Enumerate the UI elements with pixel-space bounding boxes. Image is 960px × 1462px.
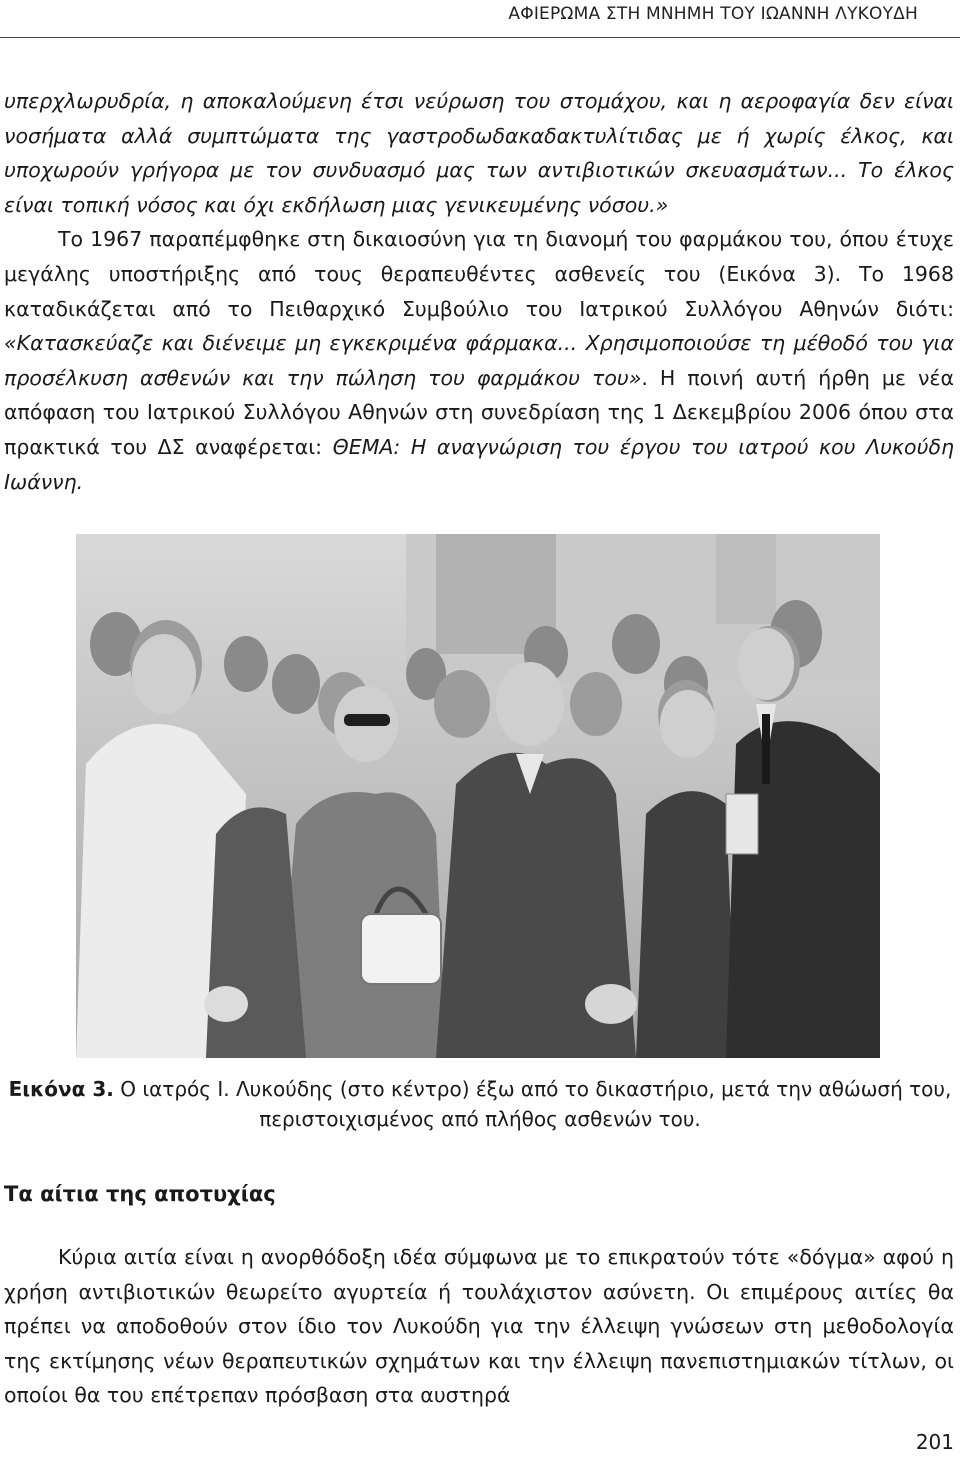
disciplinary-quote: «Κατασκεύαζε και διένειμε μη εγκεκριμένα φάρμακα... Χρησιμοποιούσε τη μέθοδό του για προσέλκυση ασθενών και την πώληση του φαρμάκου του» — [4, 331, 954, 390]
caption-line-2: περιστοιχισμένος από πλήθος ασθενών του. — [259, 1107, 701, 1131]
court-history-text-a: Το 1967 παραπέμφθηκε στη δικαιοσύνη για τη διανομή του φαρμάκου του, όπου έτυχε μεγάλης υποστήριξης από τους θεραπευθέντες ασθενείς του (Εικόνα 3). Το 1968 καταδικάζεται από το Πειθαρχικό Συμβούλιο του Ιατρικού Συλλόγου Αθηνών διότι: — [4, 227, 954, 321]
quote-continuation-paragraph — [4, 84, 954, 222]
caption-line-1: Ο ιατρός Ι. Λυκούδης (στο κέντρο) έξω από το δικαστήριο, μετά την αθώωσή του, — [113, 1077, 952, 1101]
quote-continuation: υπερχλωρυδρία, η αποκαλούμενη έτσι νεύρωση του στομάχου, και η αεροφαγία δεν είναι νοσήματα αλλά συμπτώματα της γαστροδωδακαδακτυλίτιδας με ή χωρίς έλκος, και υποχωρούν γρήγορα με τον συνδυασμό μας των αντιβιοτικών σκευασμάτων... Το έλκος είναι τοπική νόσος και όχι εκδήλωση μιας γενικευμένης νόσου.» — [4, 89, 954, 217]
group-photograph — [76, 534, 880, 1058]
group-photo-image — [76, 534, 880, 1058]
section-heading: Τα αίτια της αποτυχίας — [4, 1182, 276, 1206]
figure-caption — [4, 1074, 956, 1134]
figure-label: Εικόνα 3. — [8, 1077, 114, 1101]
main-text-bottom — [4, 1240, 954, 1413]
court-history-text-b: . Η ποινή αυτή ήρθη με νέα απόφαση του Ιατρικού Συλλόγου Αθηνών στη συνεδρίαση της 1 Δεκεμβρίου 2006 όπου στα πρακτικά του ΔΣ αναφέρεται: — [4, 365, 954, 459]
header-divider — [0, 37, 960, 38]
court-history-paragraph — [4, 222, 954, 499]
minutes-theme: ΘΕΜΑ: Η αναγνώριση του έργου του ιατρού κου Λυκούδη Ιωάννη. — [4, 434, 954, 494]
page-number: 201 — [915, 1430, 954, 1454]
main-text-top — [4, 84, 954, 499]
running-header: ΑΦΙΕΡΩΜΑ ΣΤΗ ΜΝΗΜΗ ΤΟΥ ΙΩΑΝΝΗ ΛΥΚΟΥΔΗ — [508, 4, 918, 24]
failure-causes-paragraph: Κύρια αιτία είναι η ανορθόδοξη ιδέα σύμφωνα με το επικρατούν τότε «δόγμα» αφού η χρήση αντιβιοτικών θεωρείτο αγυρτεία ή τουλάχιστον ασύνετη. Οι επιμέρους αιτίες θα πρέπει να αποδοθούν στον ίδιο τον Λυκούδη για την έλλειψη γνώσεων στη μεθοδολογία της εκτίμησης νέων θεραπευτικών σχημάτων και την έλλειψη πανεπιστημιακών τίτλων, οι οποίοι θα του επέτρεπαν πρόσβαση στα αυστηρά — [4, 1245, 954, 1408]
